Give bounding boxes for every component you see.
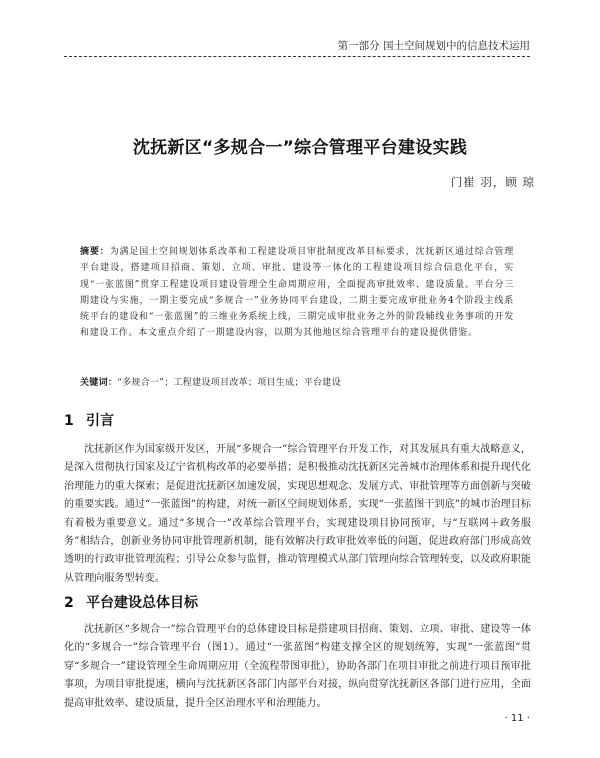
abstract-label: 摘要： [80, 247, 110, 257]
section-number: 2 [64, 595, 74, 611]
section-paragraph-overall-goal: 沈抚新区“多规合一”综合管理平台的总体建设目标是搭建项目招商、策划、立项、审批、建设等一体化的“多规合一”综合管理平台（图1）。通过“一张蓝图”构建支撑全区的规划统筹，实现“一张蓝图”贯穿“多规合一”建设管理全生命周期应用（全流程带图审批），协助各部门在项目审批之前进行项目预审批事项，为项目审批提速，横向与沈抚新区各部门内部平台对接，纵向贯穿沈抚新区各部门进行应用，全面提高审批效率、建设质量，提升全区治理水平和治理能力。 [64, 624, 531, 709]
keywords [80, 376, 514, 390]
article-authors: 门崔 羽，顾 琼 [450, 175, 535, 189]
abstract [80, 244, 514, 342]
section-paragraph-introduction: 沈抚新区作为国家级开发区，开展“多规合一”综合管理平台开发工作，对其发展具有重大战略意义，是深入贯彻执行国家及辽宁省机构改革的必要举措；是积极推动沈抚新区完善城市治理体系和提升现代化治理能力的重大探索；是促进沈抚新区加速发展，实现思想观念、发展方式、审批管理等方面创新与突破的重要实践。通过“一张蓝图”的构建，对统一新区空间规划体系，实现“一张蓝图干到底”的城市治理目标有着极为重要意义。通过“多规合一”改革综合管理平台，实现建设项目协同预审，与“互联网＋政务服务”相结合，创新业务协同审批管理新机制，能有效解决行政审批效率低的问题，促进政府部门形成高效透明的行政审批管理流程；引导公众参与监督，推动管理模式从部门管理向综合管理转变，以及政府职能从管理向服务型转变。 [64, 444, 531, 584]
section-heading-overall-goal [64, 592, 198, 612]
section-title: 引言 [86, 413, 114, 429]
section-title: 平台建设总体目标 [86, 595, 198, 611]
keywords-text: “多规合一”；工程建设项目改革；项目生成；平台建设 [117, 378, 341, 388]
abstract-text: 为满足国土空间规划体系改革和工程建设项目审批制度改革目标要求，沈抚新区通过综合管理平台建设，搭建项目招商、策划、立项、审批、建设等一体化的工程建设项目综合信息化平台，实现“一张蓝图”贯穿工程建设项目建设管理全生命周期应用，全面提高审批效率、建设质量。平台分三期建设与实施，一期主要完成“多规合一”业务协同平台建设，二期主要完成审批业务4个阶段主线系统平台的建设和“一张蓝图”的三维业务系统上线，三期完成审批业务之外的阶段辅线业务事项的开发和建设工作。本文重点介绍了一期建设内容，以期为其他地区综合管理平台的建设提供借鉴。 [80, 247, 514, 339]
section-number: 1 [64, 413, 74, 429]
running-header: 第一部分 国土空间规划中的信息技术运用 [337, 40, 530, 52]
page-number: · 11 · [504, 713, 530, 724]
article-title: 沈抚新区“多规合一”综合管理平台建设实践 [132, 138, 468, 158]
keywords-label: 关键词： [80, 378, 118, 388]
header-divider [64, 56, 530, 57]
section-heading-introduction [64, 410, 114, 430]
